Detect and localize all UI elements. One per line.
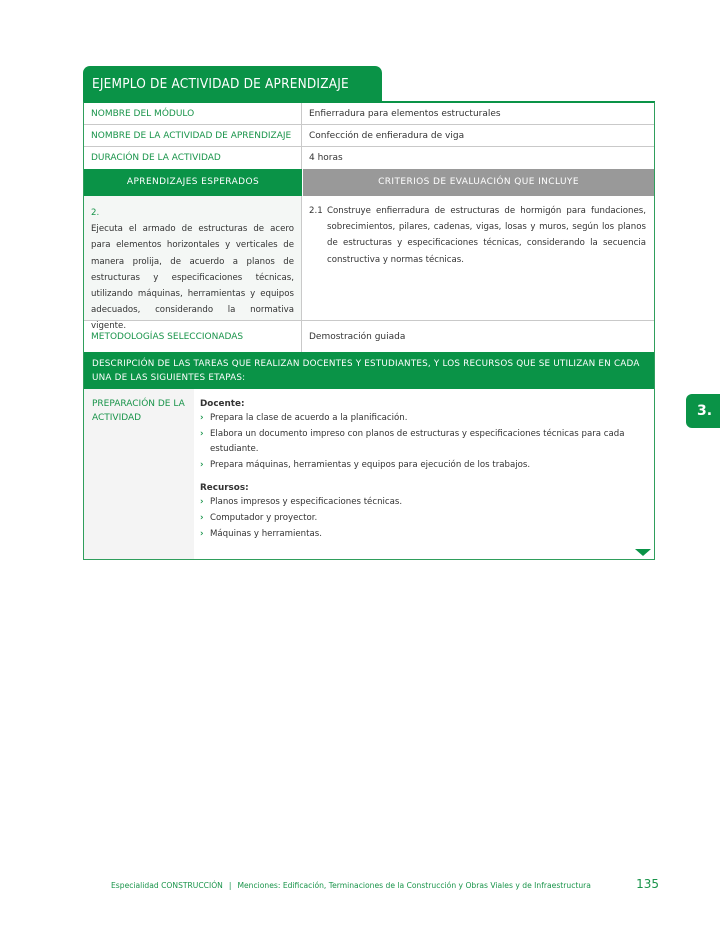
learning-content-row [84,196,654,332]
duration-label: DURACIÓN DE LA ACTIVIDAD [84,147,302,169]
page-footer [111,877,659,891]
recursos-title: Recursos: [200,483,249,494]
list-item: › Prepara máquinas, herramientas y equipos para ejecución de los trabajos. [200,458,646,474]
module-value: Enfierradura para elementos estructurales [309,108,501,119]
module-label: NOMBRE DEL MÓDULO [84,103,302,124]
aprendizaje-cell [84,196,302,332]
preparacion-body [194,389,654,559]
criterio-text: Construye enfierradura de estructuras de hormigón para fundaciones, sobrecimientos, pilares, cadenas, vigas, losas y muros, según los planos de estructuras y especificaciones técnicas, considerando la secuencia constructiva y normas técnicas. [327,206,646,265]
footer-specialty: Especialidad CONSTRUCCIÓN [111,881,223,890]
preparacion-row [84,389,654,559]
criterio-number: 2.1 [309,206,323,216]
list-item: › Prepara la clase de acuerdo a la planificación. [200,411,646,427]
activity-name-label: NOMBRE DE LA ACTIVIDAD DE APRENDIZAJE [84,125,302,146]
preparacion-label: PREPARACIÓN DE LA ACTIVIDAD [84,389,194,559]
list-item: › Computador y proyector. [200,511,646,527]
metodologias-row [84,321,654,352]
docente-list [200,411,646,473]
criterios-header: CRITERIOS DE EVALUACIÓN QUE INCLUYE [302,169,654,196]
info-row-activity [84,125,654,147]
info-row-duration [84,147,654,169]
aprendizajes-header: APRENDIZAJES ESPERADOS [84,169,302,196]
recursos-list [200,495,646,542]
criterio-cell [302,196,654,320]
activity-title-tab: EJEMPLO DE ACTIVIDAD DE APRENDIZAJE [83,66,382,102]
footer-menciones: Menciones: Edificación, Terminaciones de la Construcción y Obras Viales y de Infraestructura [237,881,591,890]
list-item: › Planos impresos y especificaciones técnicas. [200,495,646,511]
list-item: › Elabora un documento impreso con planos de estructuras y especificaciones técnicas para cada estudiante. [200,427,646,458]
metodologias-value: Demostración guiada [309,331,406,342]
duration-value: 4 horas [309,153,343,163]
docente-title: Docente: [200,399,245,409]
activity-name-value: Confección de enfieradura de viga [309,130,465,141]
aprendizaje-number: 2. [91,208,100,218]
descripcion-header: DESCRIPCIÓN DE LAS TAREAS QUE REALIZAN DOCENTES Y ESTUDIANTES, Y LOS RECURSOS QUE SE UTILIZAN EN CADA UNA DE LAS SIGUIENTES ETAPAS: [84,352,654,389]
columns-header [84,169,654,196]
metodologias-label: METODOLOGÍAS SELECCIONADAS [84,321,302,352]
chapter-badge: 3. [686,394,720,428]
list-item: › Máquinas y herramientas. [200,527,646,543]
continue-down-arrow-icon [635,549,651,556]
page-number: 135 [636,877,659,891]
activity-table [83,101,655,560]
aprendizaje-text: Ejecuta el armado de estructuras de acero para elementos horizontales y verticales de manera prolija, de acuerdo a planos de estructuras y especificaciones técnicas, utilizando máquinas, herramientas y equipos adecuados, considerando la normativa vigente. [91,224,294,332]
footer-separator: | [228,881,232,890]
info-row-module [84,103,654,125]
